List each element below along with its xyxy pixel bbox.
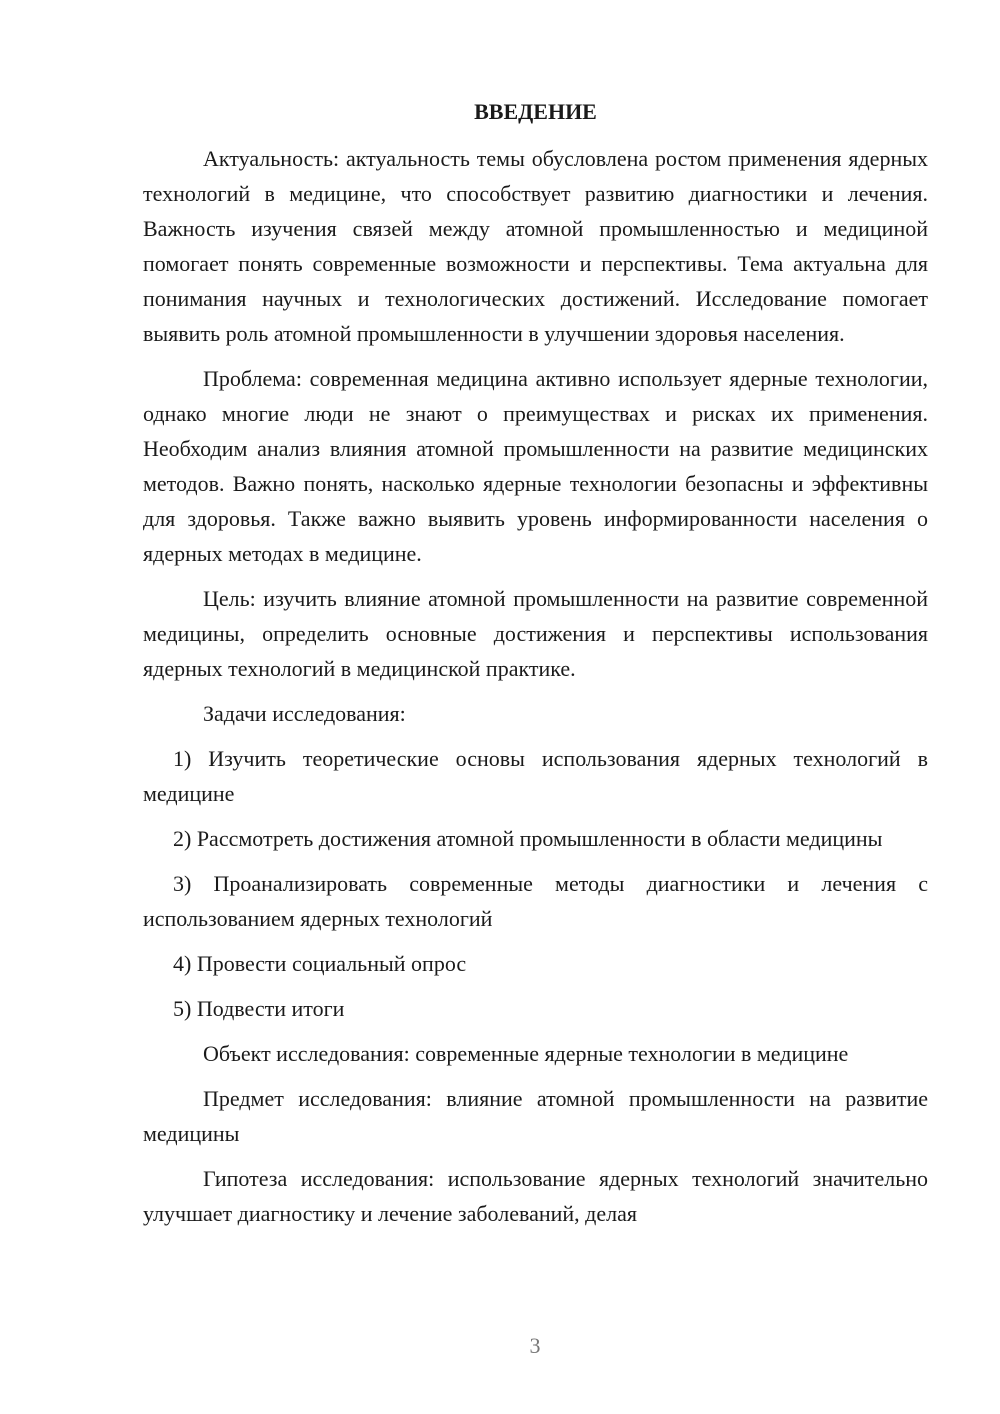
tasks-title: Задачи исследования: [203, 701, 406, 726]
subject-paragraph: Предмет исследования: влияние атомной промышленности на развитие медицины [143, 1086, 928, 1146]
document-body [143, 94, 928, 1241]
task-item-5: 5) Подвести итоги [173, 996, 345, 1021]
hypothesis-paragraph: Гипотеза исследования: использование ядерных технологий значительно улучшает диагностику и лечение заболеваний, делая [143, 1166, 928, 1226]
task-item-2: 2) Рассмотреть достижения атомной промышленности в области медицины [173, 826, 883, 851]
task-item-4: 4) Провести социальный опрос [173, 951, 467, 976]
task-item-3: 3) Проанализировать современные методы диагностики и лечения с использованием ядерных технологий [143, 871, 928, 931]
section-heading: ВВЕДЕНИЕ [474, 99, 597, 124]
problem-paragraph: Проблема: современная медицина активно использует ядерные технологии, однако многие люди не знают о преимуществах и рисках их применения. Необходим анализ влияния атомной промышленности на развитие медицинских методов. Важно понять, насколько ядерные технологии безопасны и эффективны для здоровья. Также важно выявить уровень информированности населения о ядерных методах в медицине. [143, 366, 928, 566]
goal-paragraph: Цель: изучить влияние атомной промышленности на развитие современной медицины, определить основные достижения и перспективы использования ядерных технологий в медицинской практике. [143, 586, 928, 681]
object-paragraph: Объект исследования: современные ядерные технологии в медицине [203, 1041, 849, 1066]
relevance-paragraph: Актуальность: актуальность темы обусловлена ростом применения ядерных технологий в медицине, что способствует развитию диагностики и лечения. Важность изучения связей между атомной промышленностью и медициной помогает понять современные возможности и перспективы. Тема актуальна для понимания научных и технологических достижений. Исследование помогает выявить роль атомной промышленности в улучшении здоровья населения. [143, 146, 928, 346]
task-item-1: 1) Изучить теоретические основы использования ядерных технологий в медицине [143, 746, 928, 806]
page-number: 3 [529, 1333, 541, 1358]
